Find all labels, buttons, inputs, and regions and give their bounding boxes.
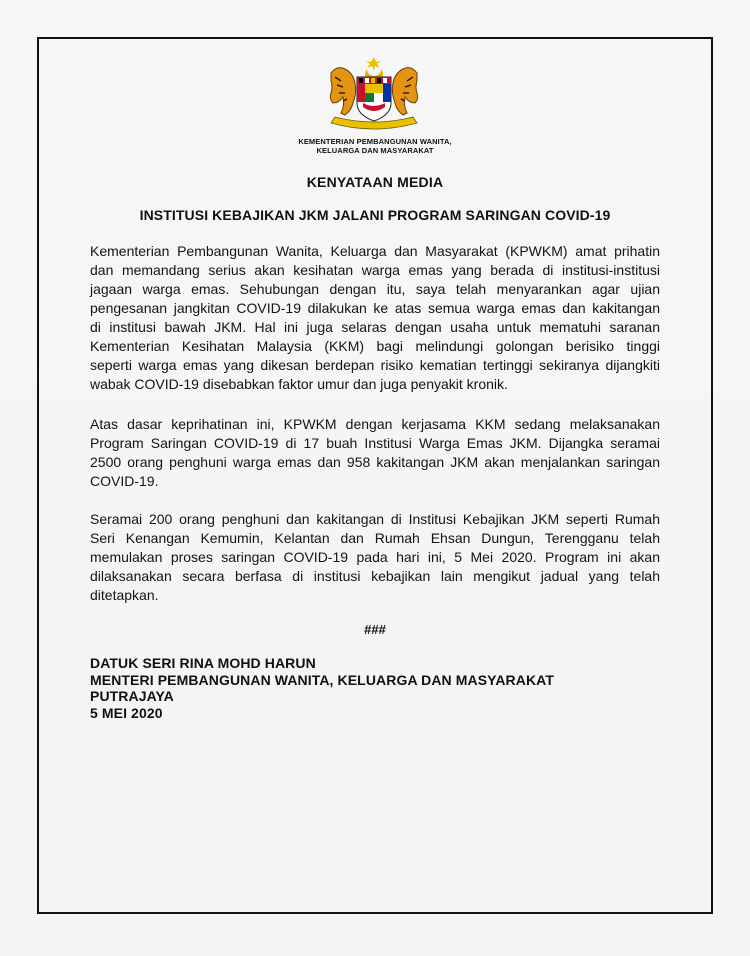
signature-block [90, 655, 554, 721]
paragraph-line: dilaksanakan secara berfasa di institusi kebajikan lain mengikut jadual yang telah [90, 568, 660, 584]
signatory-title: MENTERI PEMBANGUNAN WANITA, KELUARGA DAN MASYARAKAT [90, 671, 554, 688]
paragraph-1 [90, 242, 660, 394]
press-release-headline: INSTITUSI KEBAJIKAN JKM JALANI PROGRAM SARINGAN COVID-19 [139, 207, 611, 223]
paragraph-2 [90, 415, 660, 491]
signatory-name: DATUK SERI RINA MOHD HARUN [90, 655, 316, 671]
paragraph-line: seperti warga emas yang dikesan berdepan risiko kematian tertinggi sekiranya dijangkiti [90, 357, 660, 373]
paragraph-line: ditetapkan. [90, 587, 159, 603]
paragraph-line: memulakan proses saringan COVID-19 pada hari ini, 5 Mei 2020. Program ini akan [90, 549, 660, 565]
paragraph-line: jagaan warga emas. Sehubungan dengan itu, saya telah menyarankan agar ujian [90, 281, 660, 297]
paragraph-line: 2500 orang penghuni warga emas dan 958 kakitangan JKM akan menjalankan saringan [90, 454, 660, 470]
paragraph-line: Kementerian Kesihatan Malaysia (KKM) bagi melindungi golongan berisiko tinggi [90, 338, 660, 354]
paragraph-line: Seramai 200 orang penghuni dan kakitangan di Institusi Kebajikan JKM seperti Rumah [90, 511, 660, 527]
ministry-name-line1: KEMENTERIAN PEMBANGUNAN WANITA, [298, 137, 452, 146]
paragraph-line: COVID-19. [90, 473, 159, 489]
paragraph-line: di institusi bawah JKM. Hal ini juga selaras dengan usaha untuk mematuhi saranan [90, 319, 660, 335]
paragraph-line: Kementerian Pembangunan Wanita, Keluarga dan Masyarakat (KPWKM) amat prihatin [90, 243, 660, 259]
paragraph-line: pengesanan jangkitan COVID-19 dilakukan ke atas semua warga emas dan kakitangan [90, 300, 660, 316]
document-type-label: KENYATAAN MEDIA [306, 174, 444, 190]
paragraph-line: Seri Kenangan Kemumin, Kelantan dan Rumah Ehsan Dungun, Terengganu telah [90, 530, 660, 546]
malaysia-coat-of-arms-icon [317, 55, 431, 131]
end-separator: ### [364, 622, 386, 637]
paragraph-line: dan memandang serius akan kesihatan warga emas yang berada di institusi-institusi [90, 262, 660, 278]
paragraph-line: wabak COVID-19 disebabkan faktor umur dan juga penyakit kronik. [90, 376, 508, 392]
ministry-name [250, 137, 500, 155]
paragraph-line: Program Saringan COVID-19 di 17 buah Institusi Warga Emas JKM. Dijangka seramai [90, 435, 660, 451]
paragraph-3 [90, 510, 660, 605]
signature-place: PUTRAJAYA [90, 688, 174, 704]
signature-date: 5 MEI 2020 [90, 704, 163, 721]
paragraph-line: Atas dasar keprihatinan ini, KPWKM dengan kerjasama KKM sedang melaksanakan [90, 416, 660, 432]
ministry-name-line2: KELUARGA DAN MASYARAKAT [316, 146, 434, 155]
